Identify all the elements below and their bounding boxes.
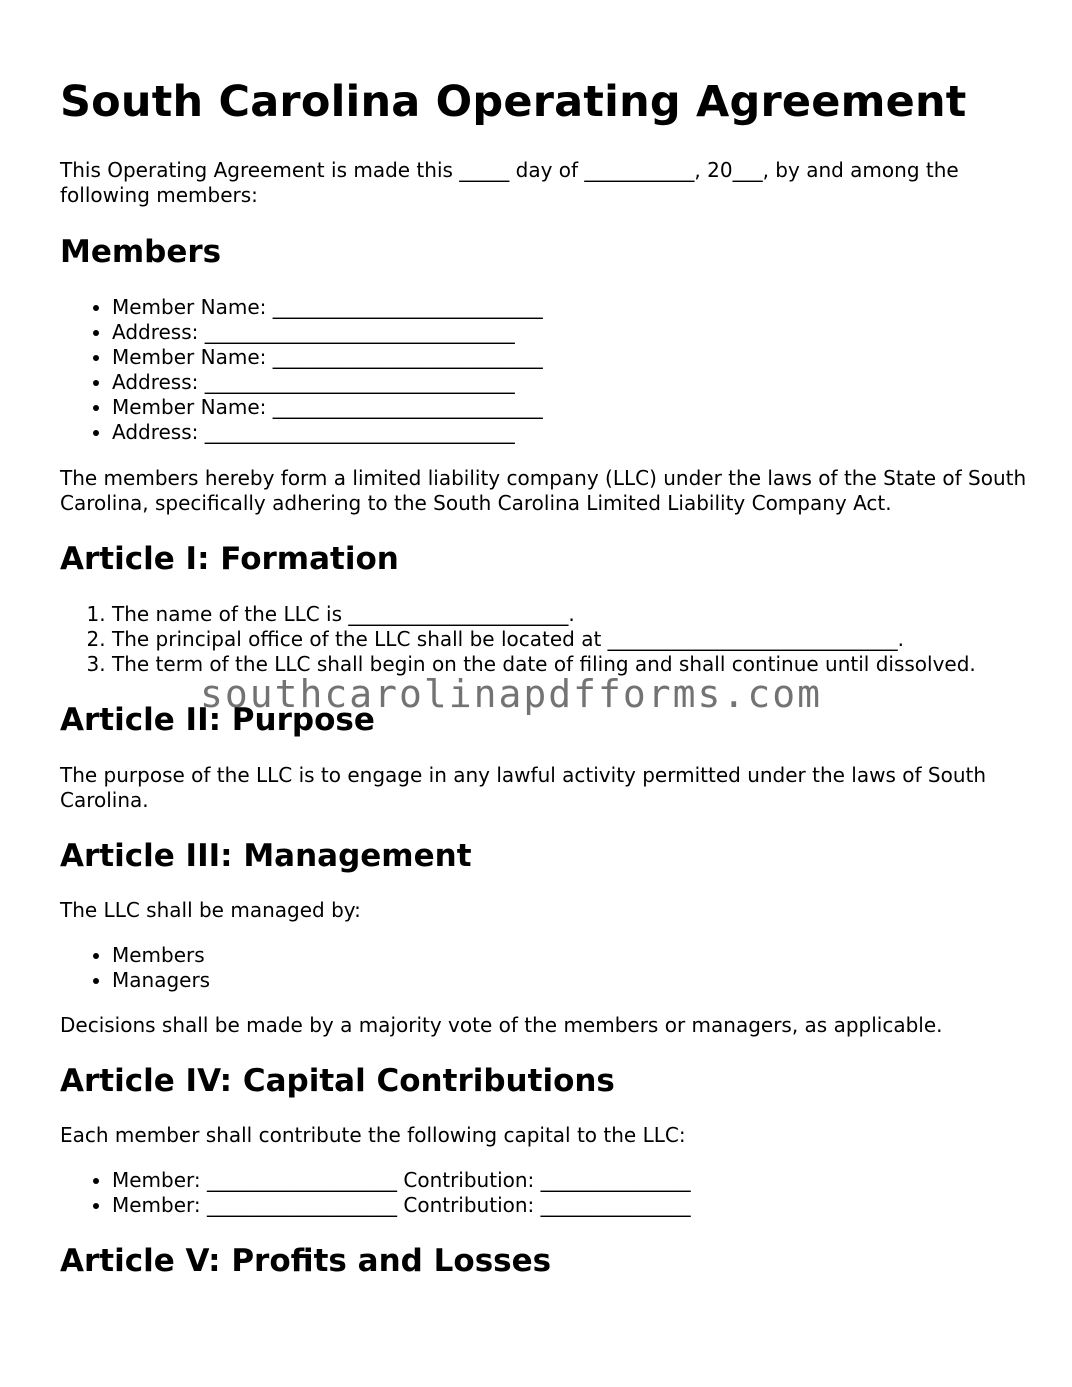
- article-4-heading: Article IV: Capital Contributions: [60, 1063, 615, 1099]
- members-heading: Members: [60, 234, 222, 270]
- capital-contribution-line: • Member: ___________________ Contribution: _______________: [112, 1168, 1050, 1193]
- article-2-text: The purpose of the LLC is to engage in any lawful activity permitted under the laws of South Carolina.: [60, 763, 987, 812]
- formation-paragraph: The members hereby form a limited liability company (LLC) under the laws of the State of South Carolina, specifically adhering to the South Carolina Limited Liability Company Act.: [60, 466, 1027, 515]
- article-3-heading: Article III: Management: [60, 838, 472, 874]
- member-name-line: • Member Name: ___________________________: [112, 395, 1050, 420]
- article-1-list: [60, 602, 1050, 677]
- document-page: [60, 0, 1050, 1280]
- article-1-item-term: 3. The term of the LLC shall begin on the date of filing and shall continue until dissolved.: [112, 652, 1050, 677]
- management-options-list: [60, 943, 1050, 993]
- members-list: [60, 295, 1050, 445]
- management-option-members: • Members: [112, 943, 1050, 968]
- member-address-line: • Address: _______________________________: [112, 420, 1050, 445]
- member-address-line: • Address: _______________________________: [112, 370, 1050, 395]
- member-name-line: • Member Name: ___________________________: [112, 295, 1050, 320]
- intro-paragraph: This Operating Agreement is made this _____ day of ___________, 20___, by and among the following members:: [60, 158, 959, 207]
- document-title: South Carolina Operating Agreement: [60, 77, 967, 127]
- article-4-intro: Each member shall contribute the following capital to the LLC:: [60, 1123, 686, 1147]
- member-name-line: • Member Name: ___________________________: [112, 345, 1050, 370]
- member-address-line: • Address: _______________________________: [112, 320, 1050, 345]
- article-3-decisions: Decisions shall be made by a majority vote of the members or managers, as applicable.: [60, 1013, 943, 1037]
- article-1-item-office: 2. The principal office of the LLC shall be located at _____________________________.: [112, 627, 1050, 652]
- capital-contributions-list: [60, 1168, 1050, 1218]
- capital-contribution-line: • Member: ___________________ Contribution: _______________: [112, 1193, 1050, 1218]
- article-2-heading: Article II: Purpose: [60, 702, 375, 738]
- watermark-text: southcarolinapdfforms.com: [200, 672, 822, 716]
- article-1-heading: Article I: Formation: [60, 541, 399, 577]
- management-option-managers: • Managers: [112, 968, 1050, 993]
- article-3-intro: The LLC shall be managed by:: [60, 898, 361, 922]
- article-5-heading: Article V: Profits and Losses: [60, 1243, 552, 1279]
- article-1-item-name: 1. The name of the LLC is ______________________.: [112, 602, 1050, 627]
